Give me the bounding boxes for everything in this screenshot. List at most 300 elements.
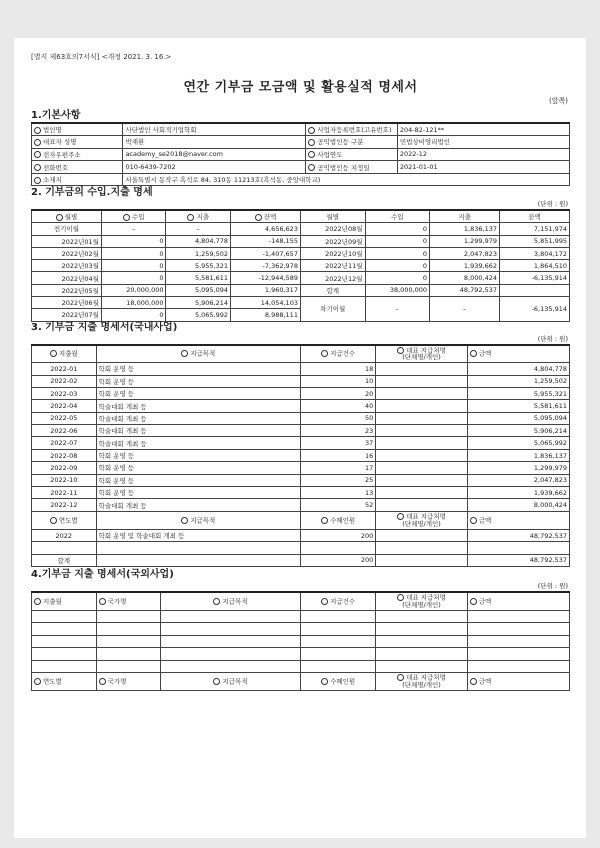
expense-row [32, 487, 570, 499]
expense-cell-text: 5,906,214 [194, 298, 229, 307]
expense-cell-text: 1,939,662 [463, 261, 497, 270]
section3-title: 3. 기부금 지출 명세서(국내사업) [31, 321, 178, 333]
empty-cell [96, 623, 161, 636]
field-label-text: 전자우편주소 [43, 150, 81, 159]
monthly-row [32, 260, 570, 272]
address-label-text: 소재지 [43, 176, 62, 185]
balance-cell [231, 284, 301, 296]
column-header [32, 345, 97, 363]
empty-cell [467, 542, 569, 554]
income-expense-table [31, 209, 570, 321]
month-cell [300, 235, 365, 247]
expense-row [32, 425, 570, 437]
month-cell-text: 2022년06월 [61, 299, 99, 308]
month-cell [300, 272, 365, 284]
circle-marker-icon [56, 214, 63, 221]
expense-row [32, 474, 570, 486]
expense-cell-text: 2,047,823 [463, 249, 497, 258]
total-expense-text: 48,792,537 [459, 286, 497, 295]
carry-balance-text: -6,135,914 [531, 304, 567, 313]
total-expense [430, 284, 500, 296]
total-beneficiary [300, 554, 375, 566]
month-cell [32, 487, 97, 499]
year-row [32, 529, 570, 541]
balance-cell [231, 297, 301, 309]
empty-row [32, 542, 570, 554]
circle-marker-icon [213, 598, 220, 605]
amount-cell-text: 5,955,321 [533, 389, 567, 398]
empty-cell [300, 648, 375, 661]
month-cell [32, 400, 97, 412]
field-value [397, 161, 569, 174]
column-header [32, 592, 97, 610]
purpose-cell [96, 529, 300, 541]
column-header [376, 673, 467, 691]
purpose-cell-text: 학술대회 개최 등 [98, 439, 147, 448]
month-cell [32, 437, 97, 449]
field-value-text: 2022-12 [399, 150, 427, 159]
count-cell-text: 50 [365, 414, 374, 423]
payee-cell [376, 425, 467, 437]
purpose-cell [96, 487, 300, 499]
count-cell [300, 412, 375, 424]
month-cell [32, 462, 97, 474]
purpose-cell-text: 학술대회 개최 등 [98, 414, 147, 423]
count-cell [300, 387, 375, 399]
expense-cell [166, 309, 231, 321]
monthly-row [32, 235, 570, 247]
income-cell-text: 0 [159, 274, 164, 283]
column-header [300, 511, 375, 529]
purpose-cell [96, 375, 300, 387]
field-value [123, 161, 306, 174]
income-cell [365, 235, 430, 247]
expense-row [32, 387, 570, 399]
expense-row [32, 449, 570, 461]
income-cell-text: 0 [422, 261, 428, 270]
field-label [32, 161, 123, 174]
column-header [166, 210, 231, 222]
empty-cell [300, 635, 375, 648]
field-value [397, 148, 569, 161]
column-header-text: 월별 [326, 213, 340, 222]
count-cell-text: 13 [365, 488, 374, 497]
field-label [32, 136, 123, 149]
column-header [96, 673, 161, 691]
expense-cell [430, 223, 500, 235]
column-header [300, 592, 375, 610]
empty-cell [32, 648, 97, 661]
column-header [32, 511, 97, 529]
count-cell-text: 37 [365, 439, 374, 448]
field-label [32, 123, 123, 136]
empty-cell [376, 554, 467, 566]
balance-cell [500, 272, 570, 284]
empty-cell [376, 610, 467, 623]
empty-row [32, 623, 570, 636]
purpose-cell-text: 학회 운영 등 [98, 390, 135, 399]
amount-cell-text: 5,906,214 [533, 426, 567, 435]
section3-unit: (단위 : 원) [537, 334, 568, 343]
month-cell-text: 2022-05 [50, 414, 78, 423]
count-cell-text: 17 [365, 463, 374, 472]
expense-cell [166, 272, 231, 284]
income-cell-text: 18,000,000 [126, 298, 164, 307]
expense-cell [166, 260, 231, 272]
column-header [365, 210, 430, 222]
month-cell [300, 247, 365, 259]
payee-cell [376, 387, 467, 399]
circle-marker-icon [213, 678, 220, 685]
circle-marker-icon [181, 350, 188, 357]
month-cell-text: 2022년12월 [325, 274, 363, 283]
empty-cell [300, 610, 375, 623]
income-cell-text: 20,000,000 [126, 286, 164, 295]
payee-cell [376, 487, 467, 499]
month-cell-text: 2022-04 [50, 402, 78, 410]
amount-cell-text: 1,259,502 [533, 377, 567, 386]
purpose-cell [96, 363, 300, 375]
expense-cell-text: 1,259,502 [194, 249, 229, 258]
purpose-cell-text: 학술대회 개최 등 [98, 501, 147, 510]
count-cell-text: 10 [365, 377, 374, 386]
purpose-cell [96, 474, 300, 486]
balance-cell-text: -1,407,657 [262, 249, 298, 258]
expense-row [32, 412, 570, 424]
income-cell-text: 0 [422, 224, 428, 233]
column-header [96, 345, 300, 363]
column-header [161, 592, 301, 610]
balance-cell-text: 7,151,974 [533, 224, 567, 233]
circle-marker-icon [34, 139, 41, 146]
balance-cell-text: -6,135,914 [531, 274, 567, 283]
carry-income [365, 297, 430, 322]
column-header-text: 월별 [64, 213, 78, 222]
carry-balance [500, 297, 570, 322]
column-header-text: 금액 [478, 677, 492, 686]
column-header [467, 511, 569, 529]
count-cell [300, 499, 375, 511]
count-cell-text: 18 [365, 364, 374, 373]
address-label [32, 173, 123, 186]
month-cell-text: 2022-12 [50, 501, 78, 510]
column-header-text: 지급목적 [222, 597, 248, 605]
field-label-text: 전화번호 [43, 163, 69, 172]
empty-cell [467, 610, 569, 623]
month-cell-text: 2022-09 [50, 463, 78, 472]
circle-marker-icon [34, 164, 41, 171]
expense-cell-text: 5,955,321 [194, 261, 229, 270]
expense-row [32, 363, 570, 375]
amount-cell-text: 5,095,094 [533, 414, 567, 423]
month-cell-text: 2022년10월 [325, 250, 363, 258]
empty-cell [161, 660, 301, 673]
field-value [123, 148, 306, 161]
expense-cell-text: 4,804,778 [194, 237, 229, 246]
amount-cell [467, 425, 569, 437]
income-cell-text: 0 [422, 274, 428, 283]
payee-cell [376, 375, 467, 387]
circle-marker-icon [34, 678, 41, 685]
payee-cell [376, 499, 467, 511]
month-cell-text: 2022-06 [50, 426, 78, 435]
column-header [96, 511, 300, 529]
field-value-text: 010-6439-7202 [125, 163, 176, 172]
document-title: 연간 기부금 모금액 및 활용실적 명세서 [183, 80, 418, 95]
section4-title: 4.기부금 지출 명세서(국외사업) [31, 569, 174, 580]
month-cell-text: 2022년05월 [61, 286, 99, 295]
amount-cell [467, 449, 569, 461]
empty-cell [467, 648, 569, 661]
expense-cell [430, 272, 500, 284]
income-cell [101, 297, 166, 309]
field-value [397, 123, 569, 136]
count-cell [300, 449, 375, 461]
empty-cell [32, 623, 97, 636]
balance-cell [500, 247, 570, 259]
column-header-text: 수혜인원 [330, 677, 356, 686]
expense-row [32, 462, 570, 474]
purpose-cell-text: 학회 운영 등 [98, 365, 135, 374]
purpose-cell [96, 449, 300, 461]
balance-cell [500, 235, 570, 247]
income-cell [101, 284, 166, 296]
column-header-text: 대표 지급처명 [406, 593, 446, 602]
amount-cell [467, 529, 569, 541]
column-header-row [32, 673, 570, 691]
total-income [365, 284, 430, 296]
income-cell-text: 0 [159, 261, 164, 270]
circle-marker-icon [50, 517, 57, 524]
empty-cell [376, 660, 467, 673]
count-cell-text: 16 [365, 451, 374, 460]
total-label-text: 합계 [326, 286, 340, 295]
month-cell-text: 전기이월 [53, 225, 80, 234]
purpose-cell [96, 437, 300, 449]
count-cell [300, 425, 375, 437]
purpose-cell [96, 425, 300, 437]
balance-cell-text: -148,155 [268, 237, 298, 246]
month-cell [32, 284, 102, 296]
count-cell [300, 363, 375, 375]
column-header [500, 210, 570, 222]
count-cell-text: 23 [365, 426, 374, 435]
amount-cell [467, 412, 569, 424]
column-header-text: 대표 지급처명 [406, 512, 446, 521]
month-cell-text: 2022년02월 [61, 250, 99, 258]
field-label-text: 사업자등록번호(고유번호) [317, 126, 392, 135]
section2-unit: (단위 : 원) [537, 200, 568, 209]
circle-marker-icon [34, 127, 41, 134]
column-header [32, 210, 102, 222]
balance-cell-text: 4,656,623 [264, 224, 298, 233]
circle-marker-icon [308, 127, 315, 134]
amount-cell-text: 48,792,537 [529, 531, 567, 540]
purpose-cell-text: 학회 운영 등 [98, 452, 135, 461]
field-label [306, 123, 397, 136]
field-label [306, 136, 397, 149]
document-page [14, 38, 586, 838]
expense-cell [166, 297, 231, 309]
purpose-cell-text: 학술대회 개최 등 [98, 402, 147, 411]
income-cell [101, 235, 166, 247]
empty-cell [96, 554, 300, 566]
section1-title: 1.기본사항 [31, 110, 81, 121]
expense-cell [430, 247, 500, 259]
expense-row [32, 375, 570, 387]
balance-cell-text: 3,804,172 [533, 249, 567, 258]
empty-cell [96, 610, 161, 623]
basic-info-row [32, 123, 570, 136]
purpose-cell-text: 학회 운영 등 [98, 377, 135, 386]
domestic-expense-table [31, 344, 570, 567]
income-cell [101, 260, 166, 272]
column-header-row [32, 345, 570, 363]
amount-cell-text: 4,804,778 [533, 364, 567, 373]
count-cell [300, 375, 375, 387]
amount-cell-text: 5,065,992 [533, 439, 567, 448]
field-label-text: 대표자 성명 [43, 138, 77, 147]
balance-cell [231, 309, 301, 321]
empty-row [32, 635, 570, 648]
expense-cell [166, 247, 231, 259]
income-cell-text: 0 [422, 249, 428, 258]
income-cell-text: – [132, 224, 136, 233]
income-cell [365, 223, 430, 235]
circle-marker-icon [308, 164, 315, 171]
amount-cell [467, 437, 569, 449]
circle-marker-icon [181, 517, 188, 524]
balance-cell-text: 14,054,103 [260, 298, 298, 307]
expense-cell [430, 260, 500, 272]
empty-row [32, 610, 570, 623]
column-header-text: 지급목적 [190, 516, 216, 525]
field-label-text: 사업연도 [317, 150, 343, 159]
expense-cell-text: 5,065,992 [194, 310, 229, 319]
empty-cell [161, 610, 301, 623]
form-number: [별지 제63호의7서식] <개정 2021. 3. 16.> [31, 53, 172, 61]
column-header-text: 지출월 [43, 597, 62, 605]
column-header [231, 210, 301, 222]
column-header [300, 345, 375, 363]
column-header-subtext: (단체명/개인) [402, 519, 441, 528]
income-cell [101, 272, 166, 284]
monthly-row [32, 297, 570, 309]
amount-cell [467, 462, 569, 474]
balance-cell [231, 260, 301, 272]
expense-row [32, 437, 570, 449]
month-cell-text: 2022-03 [50, 389, 78, 398]
circle-marker-icon [187, 214, 194, 221]
circle-marker-icon [470, 517, 477, 524]
amount-cell-text: 1,299,979 [533, 463, 567, 472]
payee-cell [376, 449, 467, 461]
column-header-text: 연도별 [43, 677, 62, 686]
column-header-text: 잔액 [528, 213, 541, 222]
field-value-text: academy_se2018@naver.com [125, 150, 223, 159]
month-cell [32, 363, 97, 375]
count-cell [300, 462, 375, 474]
month-cell [32, 474, 97, 486]
beneficiary-cell [300, 529, 375, 541]
payee-cell [376, 529, 467, 541]
month-cell [300, 260, 365, 272]
balance-cell-text: 5,851,995 [533, 237, 567, 246]
column-header [300, 210, 365, 222]
month-cell [32, 387, 97, 399]
circle-marker-icon [99, 678, 106, 685]
month-cell-text: 2022년09월 [325, 237, 363, 246]
income-cell-text: 0 [159, 237, 164, 246]
circle-marker-icon [34, 598, 41, 605]
address-value-text: 서울특별시 동작구 흑석로 84, 310동 11213호(흑석동, 중앙대학교) [125, 176, 321, 185]
count-cell [300, 437, 375, 449]
field-value-text: 민법상비영리법인 [399, 138, 451, 147]
income-cell [365, 260, 430, 272]
empty-cell [161, 635, 301, 648]
carry-label-text: 차기이월 [320, 305, 346, 314]
field-value-text: 사단법인 사회적기업학회 [125, 126, 197, 135]
month-cell-text: 2022년08월 [325, 225, 363, 234]
amount-cell-text: 8,000,424 [533, 501, 567, 510]
amount-cell-text: 1,836,137 [533, 451, 567, 460]
expense-cell-text: – [196, 224, 200, 233]
month-cell-text: 2022-01 [50, 364, 78, 373]
month-cell [32, 309, 102, 321]
payee-cell [376, 363, 467, 375]
expense-cell-text: 8,000,424 [463, 274, 497, 283]
column-header-text: 잔액 [263, 213, 277, 222]
balance-cell-text: -12,944,589 [258, 274, 298, 283]
month-cell-text: 2022-10 [50, 476, 78, 485]
count-cell-text: 20 [365, 389, 374, 398]
total-row [32, 554, 570, 566]
balance-cell-text: -7,362,978 [262, 261, 298, 270]
empty-cell [376, 635, 467, 648]
income-cell [101, 309, 166, 321]
carry-income-text: – [395, 304, 399, 313]
income-cell [101, 247, 166, 259]
basic-info-row [32, 136, 570, 149]
year-cell-text: 2022 [55, 531, 73, 540]
empty-cell [32, 542, 97, 554]
month-cell [32, 260, 102, 272]
column-header-text: 금액 [478, 349, 492, 358]
purpose-cell [96, 462, 300, 474]
column-header-text: 지출 [196, 213, 210, 222]
column-header-text: 지출월 [58, 349, 78, 358]
column-header-text: 수입 [131, 213, 145, 222]
empty-cell [376, 542, 467, 554]
month-cell-text: 2022-07 [50, 439, 78, 448]
circle-marker-icon [50, 350, 57, 357]
empty-cell [96, 635, 161, 648]
empty-cell [32, 610, 97, 623]
income-cell-text: 0 [422, 237, 428, 246]
income-cell [365, 247, 430, 259]
amount-cell [467, 387, 569, 399]
column-header-text: 대표 지급처명 [406, 673, 446, 682]
month-cell [32, 223, 102, 235]
income-cell-text: 0 [159, 310, 164, 319]
payee-cell [376, 437, 467, 449]
column-header-row [32, 511, 570, 529]
empty-cell [376, 623, 467, 636]
amount-cell-text: 2,047,823 [533, 476, 567, 485]
payee-cell [376, 462, 467, 474]
month-cell-text: 2022년07월 [61, 311, 99, 320]
address-value [123, 173, 570, 186]
